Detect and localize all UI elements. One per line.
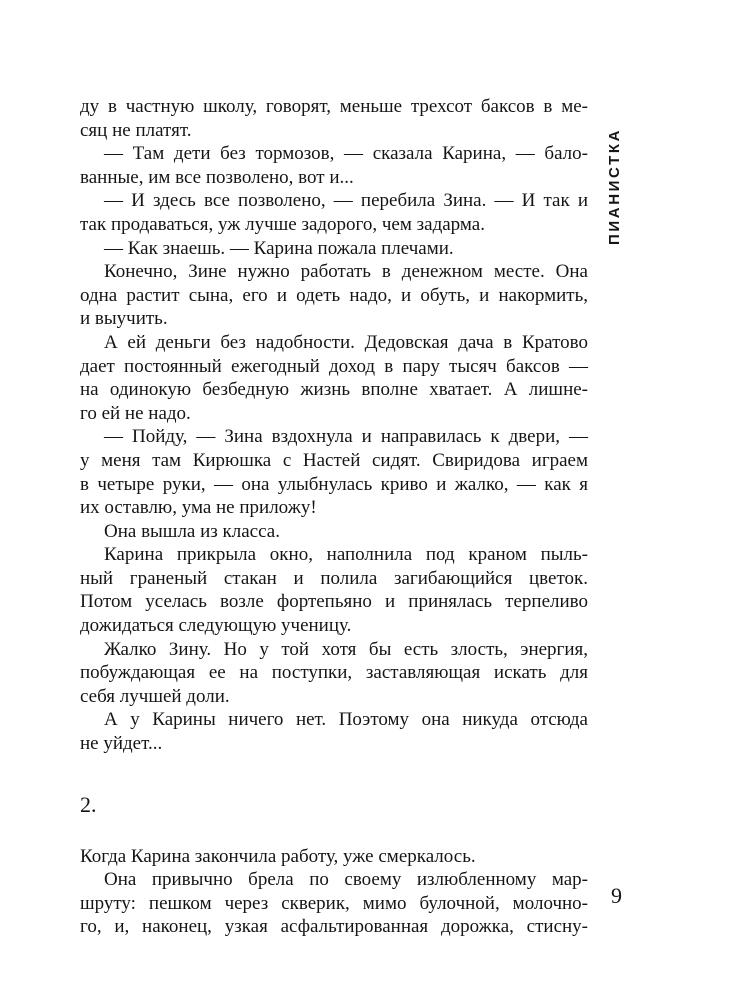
text-line: ный граненый стакан и полила загибающийся цветок.	[80, 567, 588, 589]
text-block-before-heading	[80, 95, 588, 756]
text-line: А у Карины ничего нет. Поэтому она никуда отсюда	[104, 709, 588, 731]
text-line: го ей не надо.	[80, 402, 191, 424]
text-line: Конечно, Зине нужно работать в денежном месте. Она	[104, 261, 588, 283]
text-line: — Там дети без тормозов, — сказала Карина, — бало-	[104, 143, 588, 165]
text-line: дает постоянный ежегодный доход в пару тысяч баксов —	[80, 355, 588, 377]
running-title: ПИАНИСТКА	[606, 127, 623, 245]
text-block-after-heading	[80, 845, 588, 939]
text-line: шруту: пешком через скверик, мимо булочной, молочно-	[80, 892, 588, 914]
text-line: и выучить.	[80, 308, 168, 330]
text-line: А ей деньги без надобности. Дедовская дача в Кратово	[104, 331, 588, 353]
text-line: ванные, им все позволено, вот и...	[80, 166, 354, 188]
text-line: так продаваться, уж лучше задорого, чем задарма.	[80, 213, 485, 235]
page-number: 9	[611, 883, 622, 908]
text-line: их оставлю, ума не приложу!	[80, 497, 317, 519]
text-line: на одинокую безбедную жизнь вполне хватает. А лишне-	[80, 379, 588, 401]
text-line: одна растит сына, его и одеть надо, и обуть, и накормить,	[80, 284, 588, 306]
text-line: Карина прикрыла окно, наполнила под краном пыль-	[104, 544, 588, 566]
text-line: Жалко Зину. Но у той хотя бы есть злость, энергия,	[104, 638, 588, 660]
text-line: у меня там Кирюшка с Настей сидят. Свиридова играем	[80, 449, 588, 471]
text-line: побуждающая ее на поступки, заставляющая искать для	[80, 662, 588, 684]
section-heading: 2.	[80, 791, 97, 817]
text-line: ду в частную школу, говорят, меньше трехсот баксов в ме-	[80, 96, 588, 117]
text-line: Потом уселась возле фортепьяно и принялась терпеливо	[80, 591, 588, 613]
text-line: себя лучшей доли.	[80, 685, 230, 707]
text-line: сяц не платят.	[80, 119, 192, 141]
text-line: Она привычно брела по своему излюбленному мар-	[104, 869, 588, 891]
text-line: Когда Карина закончила работу, уже смеркалось.	[80, 845, 476, 867]
text-line: в четыре руки, — она улыбнулась криво и жалко, — как я	[80, 473, 588, 495]
body-text	[80, 95, 588, 939]
text-line: — Как знаешь. — Карина пожала плечами.	[104, 237, 454, 259]
text-line: не уйдет...	[80, 733, 163, 755]
text-line: дожидаться следующую ученицу.	[80, 615, 352, 637]
text-line: — И здесь все позволено, — перебила Зина. — И так и	[104, 190, 588, 212]
text-line: го, и, наконец, узкая асфальтированная дорожка, стисну-	[80, 916, 588, 938]
text-line: Она вышла из класса.	[104, 520, 280, 542]
text-line: — Пойду, — Зина вздохнула и направилась к двери, —	[104, 426, 588, 448]
